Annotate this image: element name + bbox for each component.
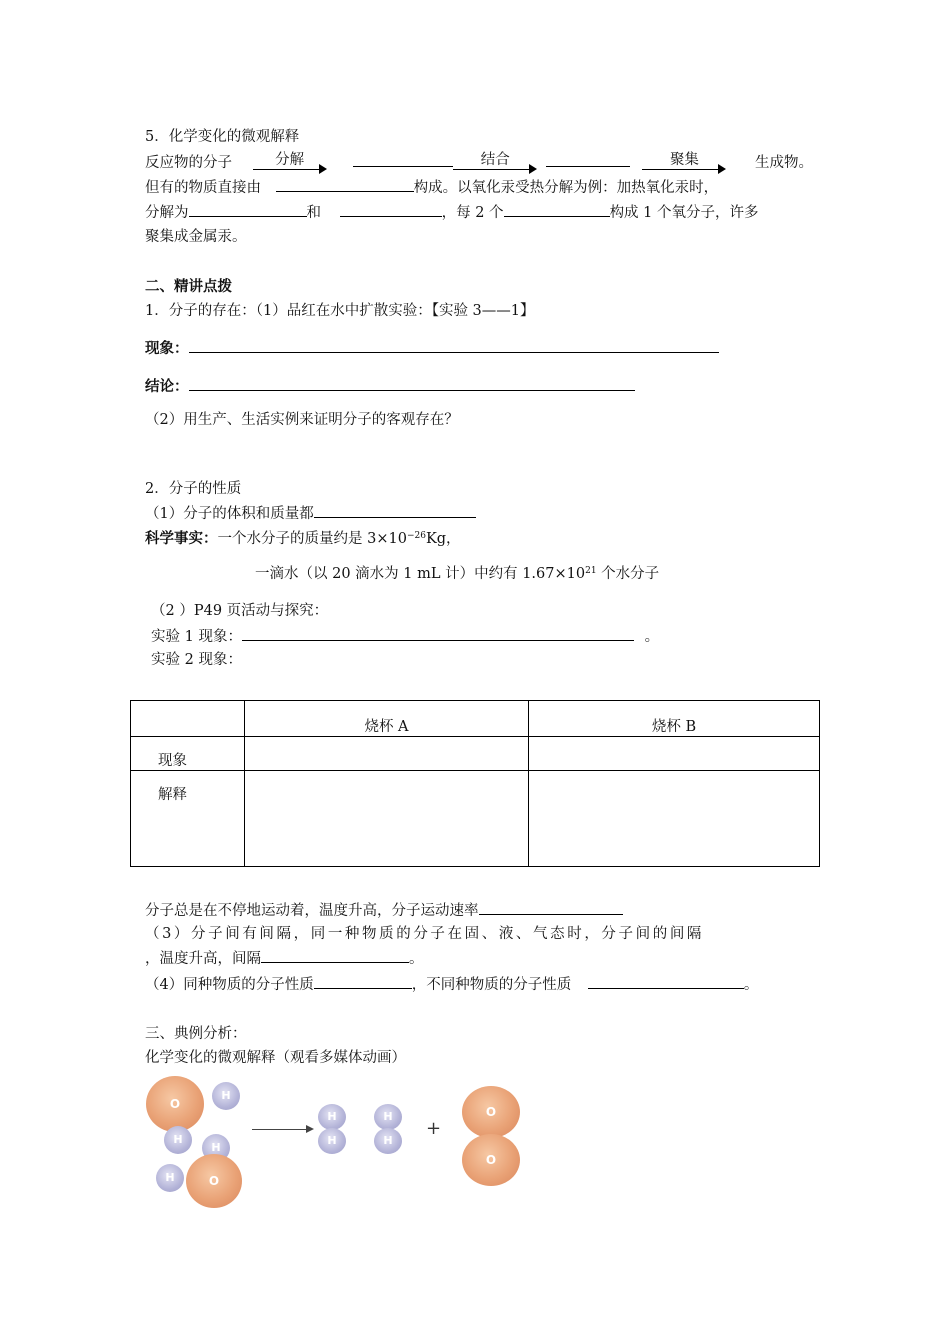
blank-product1[interactable] <box>189 202 307 217</box>
section5-line4: 聚集成金属汞。 <box>145 229 247 245</box>
oxygen-atom: O <box>186 1154 242 1208</box>
hydrogen-atom: H <box>212 1082 240 1110</box>
blank-different-property[interactable] <box>588 974 744 989</box>
section5-line3: 分解为 和 ，每 2 个 构成 1 个氧分子，许多 <box>145 202 759 223</box>
plus-sign: + <box>426 1118 442 1139</box>
p2-2-title: （2 ）P49 页活动与探究： <box>151 603 329 619</box>
blank-new-molecule[interactable] <box>546 152 630 167</box>
p2-title: 2．分子的性质 <box>145 481 242 497</box>
aggregate-arrow: 聚集 <box>642 152 726 172</box>
blank-product2[interactable] <box>340 202 442 217</box>
oxygen-atom: O <box>462 1134 520 1186</box>
header-beaker-a: 烧杯 A <box>245 701 529 737</box>
reaction-illustration <box>142 1074 532 1204</box>
blank-motion-rate[interactable] <box>479 900 623 915</box>
table-corner <box>131 701 245 737</box>
hydrogen-atom: H <box>156 1164 184 1192</box>
cell-a-phenomenon[interactable] <box>245 737 529 771</box>
blank-oxygen-atoms[interactable] <box>504 202 610 217</box>
hydrogen-atom: H <box>202 1134 230 1162</box>
blank-spacing[interactable] <box>261 948 409 963</box>
hydrogen-atom: H <box>374 1128 402 1154</box>
blank-exp1[interactable] <box>242 626 634 641</box>
p2-1-row: （1）分子的体积和质量都 <box>145 503 476 524</box>
exp1-row: 实验 1 现象： 。 <box>151 626 659 647</box>
header-beaker-b: 烧杯 B <box>529 701 820 737</box>
cell-a-explanation[interactable] <box>245 771 529 867</box>
cell-b-phenomenon[interactable] <box>529 737 820 771</box>
conclusion-row: 结论： <box>145 376 635 397</box>
combine-arrow: 结合 <box>453 152 537 172</box>
reaction-arrow <box>252 1129 312 1130</box>
beaker-table <box>130 700 820 867</box>
p2-3-row1: （3）分子间有间隔，同一种物质的分子在固、液、气态时，分子间的间隔 <box>145 926 705 942</box>
hydrogen-atom: H <box>318 1128 346 1154</box>
science-fact-row2: 一滴水（以 20 滴水为 1 mL 计）中约有 $1.67\times 10^{21}$ 个水分子 <box>255 566 660 582</box>
section5-line2: 但有的物质直接由 构成。以氧化汞受热分解为例：加热氧化汞时， <box>145 177 718 198</box>
hydrogen-atom: H <box>318 1104 346 1130</box>
hydrogen-atom: H <box>164 1126 192 1154</box>
section3-subtitle: 化学变化的微观解释（观看多媒体动画） <box>145 1050 406 1066</box>
row-explanation-label: 解释 <box>131 771 245 867</box>
blank-direct-constituent[interactable] <box>276 177 414 192</box>
reaction-arrow-head <box>306 1125 314 1133</box>
motion-row: 分子总是在不停地运动着，温度升高，分子运动速率 <box>145 900 623 921</box>
science-fact-row: 科学事实：一个水分子的质量约是 $3\times 10^{-26}Kg$， <box>145 531 461 547</box>
blank-size-mass[interactable] <box>314 503 476 518</box>
row-phenomenon-label: 现象 <box>131 737 245 771</box>
p2-3-row2: ，温度升高，间隔 。 <box>145 948 424 969</box>
blank-same-property[interactable] <box>314 974 412 989</box>
oxygen-atom: O <box>462 1086 520 1138</box>
p1-title: 1．分子的存在：（1）品红在水中扩散实验：【实验 3——1】 <box>145 303 535 319</box>
section5-title: 5．化学变化的微观解释 <box>145 129 300 145</box>
blank-phenomenon[interactable] <box>189 338 719 353</box>
blank-conclusion[interactable] <box>189 376 635 391</box>
section5-line1: 反应物的分子 分解 结合 聚集 生成物。 <box>145 152 813 173</box>
decompose-arrow: 分解 <box>253 152 327 172</box>
section3-heading: 三、典例分析： <box>145 1026 247 1042</box>
exp2-label: 实验 2 现象： <box>151 652 242 668</box>
hydrogen-atom: H <box>374 1104 402 1130</box>
oxygen-atom: O <box>146 1076 204 1132</box>
blank-atoms[interactable] <box>353 152 453 167</box>
cell-b-explanation[interactable] <box>529 771 820 867</box>
p2-4-row: （4）同种物质的分子性质 ，不同种物质的分子性质 。 <box>145 974 758 995</box>
section2-heading: 二、精讲点拨 <box>145 279 232 295</box>
phenomenon-row: 现象： <box>145 338 719 359</box>
p1-question2: （2）用生产、生活实例来证明分子的客观存在？ <box>145 412 459 428</box>
